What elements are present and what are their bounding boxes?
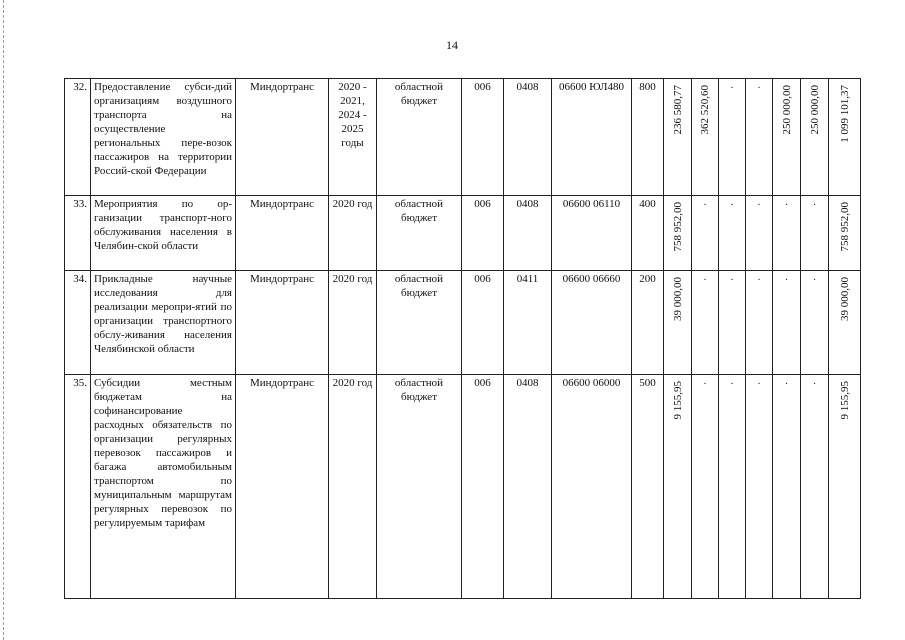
funding-source: областной бюджет	[377, 375, 462, 599]
value-2023: ·	[757, 275, 761, 286]
value-total: 39 000,00	[838, 277, 851, 321]
value-2022: ·	[730, 275, 734, 286]
value-cell	[801, 196, 829, 271]
value-2023: ·	[757, 83, 761, 94]
value-2023: ·	[757, 379, 761, 390]
row-number: 34.	[65, 271, 91, 375]
measure-name: Мероприятия по ор-ганизации транспорт-ного обслуживания населения в Челябин-ской области	[91, 196, 236, 271]
value-2021: ·	[703, 379, 707, 390]
section-code: 0408	[504, 196, 552, 271]
section-code: 0411	[504, 271, 552, 375]
value-2025: 250 000,00	[808, 85, 821, 135]
total-cell	[829, 375, 861, 599]
row-number: 35.	[65, 375, 91, 599]
grbs-code: 006	[462, 79, 504, 196]
value-cell	[719, 196, 746, 271]
value-2025: ·	[812, 379, 817, 390]
period: 2020 год	[329, 375, 377, 599]
value-2020: 236 580,77	[671, 85, 684, 135]
table-row	[65, 196, 861, 271]
table-row	[65, 79, 861, 196]
value-cell	[773, 375, 801, 599]
value-2024: ·	[784, 275, 789, 286]
funding-source: областной бюджет	[377, 79, 462, 196]
value-2022: ·	[730, 83, 734, 94]
value-2021: ·	[703, 275, 707, 286]
value-cell	[746, 196, 773, 271]
funding-source: областной бюджет	[377, 196, 462, 271]
total-cell	[829, 196, 861, 271]
value-cell	[773, 79, 801, 196]
period: 2020 год	[329, 271, 377, 375]
value-2021: 362 520,60	[699, 85, 711, 135]
value-cell	[746, 271, 773, 375]
row-number: 33.	[65, 196, 91, 271]
value-2021: ·	[703, 200, 707, 211]
value-cell	[692, 196, 719, 271]
value-2025: ·	[812, 275, 817, 286]
value-cell	[719, 271, 746, 375]
value-cell	[664, 375, 692, 599]
value-total: 1 099 101,37	[838, 85, 851, 143]
measure-name: Прикладные научные исследования для реализации меропри-ятий по организации транспортного обслу-живания населения Челябинской области	[91, 271, 236, 375]
value-total: 758 952,00	[838, 202, 851, 252]
value-cell	[664, 196, 692, 271]
table-row	[65, 375, 861, 599]
value-2022: ·	[730, 379, 734, 390]
expense-type: 800	[632, 79, 664, 196]
page-number: 14	[446, 38, 458, 52]
expense-type: 200	[632, 271, 664, 375]
value-2024: ·	[784, 379, 789, 390]
grbs-code: 006	[462, 271, 504, 375]
funding-source: областной бюджет	[377, 271, 462, 375]
value-2020: 39 000,00	[671, 277, 684, 321]
measure-name: Субсидии местным бюджетам на софинансирование расходных обязательств по организации регулярных перевозок пассажиров и багажа автомобильным транспортом по муниципальным маршрутам регулярных перевозок по регулируемым тарифам	[91, 375, 236, 599]
value-2022: ·	[730, 200, 734, 211]
value-2025: ·	[812, 200, 817, 211]
value-cell	[773, 271, 801, 375]
value-cell	[719, 375, 746, 599]
executor: Миндортранс	[236, 196, 329, 271]
expense-type: 400	[632, 196, 664, 271]
value-cell	[801, 79, 829, 196]
article-code: 06600 06000	[552, 375, 632, 599]
row-number: 32.	[65, 79, 91, 196]
measure-name: Предоставление субси-дий организациям воздушного транспорта на осуществление региональных пере-возок пассажиров на территории Россий-ской Федерации	[91, 79, 236, 196]
value-cell	[692, 375, 719, 599]
period: 2020 год	[329, 196, 377, 271]
total-cell	[829, 271, 861, 375]
value-cell	[692, 271, 719, 375]
article-code: 06600 ЮЛ480	[552, 79, 632, 196]
article-code: 06600 06110	[552, 196, 632, 271]
table-row	[65, 271, 861, 375]
budget-table	[64, 78, 861, 599]
value-cell	[719, 79, 746, 196]
section-code: 0408	[504, 79, 552, 196]
value-2020: 9 155,95	[671, 381, 684, 420]
expense-type: 500	[632, 375, 664, 599]
value-2023: ·	[757, 200, 761, 211]
value-cell	[801, 375, 829, 599]
value-cell	[664, 271, 692, 375]
section-code: 0408	[504, 375, 552, 599]
period: 2020 - 2021, 2024 - 2025 годы	[329, 79, 377, 196]
value-cell	[664, 79, 692, 196]
grbs-code: 006	[462, 375, 504, 599]
value-2020: 758 952,00	[671, 202, 684, 252]
value-cell	[773, 196, 801, 271]
executor: Миндортранс	[236, 271, 329, 375]
executor: Миндортранс	[236, 375, 329, 599]
value-2024: 250 000,00	[780, 85, 793, 135]
value-cell	[801, 271, 829, 375]
total-cell	[829, 79, 861, 196]
page-edge-line	[3, 0, 4, 640]
value-cell	[746, 375, 773, 599]
value-2024: ·	[784, 200, 789, 211]
value-total: 9 155,95	[838, 381, 851, 420]
executor: Миндортранс	[236, 79, 329, 196]
grbs-code: 006	[462, 196, 504, 271]
value-cell	[746, 79, 773, 196]
value-cell	[692, 79, 719, 196]
article-code: 06600 06660	[552, 271, 632, 375]
